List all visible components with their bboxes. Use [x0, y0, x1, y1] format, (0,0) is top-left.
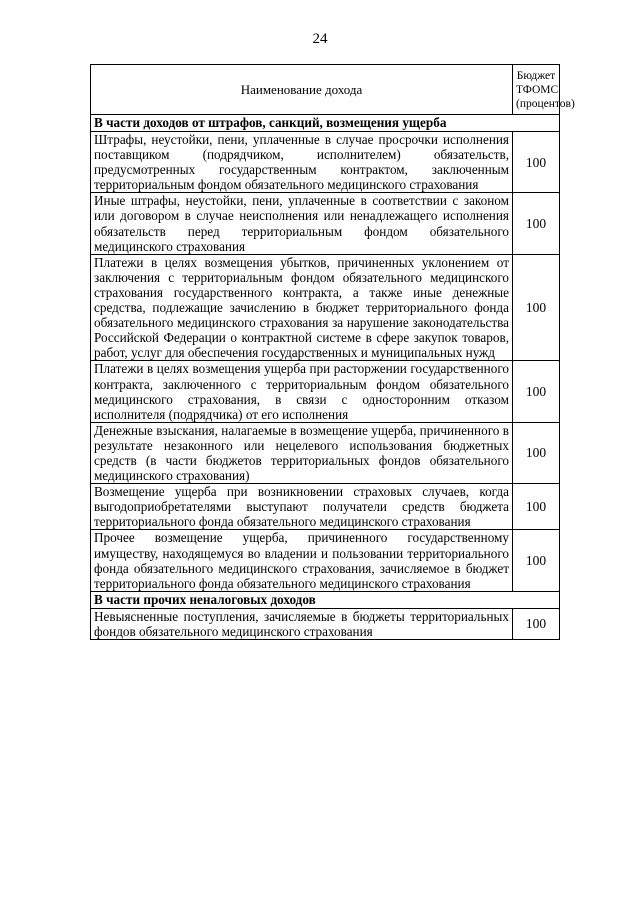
income-description: Платежи в целях возмещения ущерба при расторжении государственного контракта, заключенного с территориальным фондом обязательного медицинского страхования, в связи с односторонним отказом исполнителя (подрядчика) от его исполнения	[91, 361, 513, 422]
income-description: Возмещение ущерба при возникновении страховых случаев, когда выгодоприобретателями выступают получатели средств бюджета территориального фонда обязательного медицинского страхования	[91, 484, 513, 530]
budget-percent: 100	[513, 608, 560, 639]
section-row	[91, 591, 560, 608]
income-table	[90, 64, 575, 640]
income-description: Прочее возмещение ущерба, причиненного государственному имуществу, находящемуся во владении и пользовании территориального фонда обязательного медицинского страхования, зачисляемое в бюджет территориального фонда обязательного медицинского страхования	[91, 530, 513, 591]
income-description: Иные штрафы, неустойки, пени, уплаченные в соответствии с законом или договором в случае неисполнения или ненадлежащего исполнения обязательств перед территориальным фондом обязательного медицинского страхования	[91, 193, 513, 254]
budget-percent: 100	[513, 132, 560, 193]
table-row	[91, 484, 560, 530]
column-header-budget-percent: Бюджет ТФОМС (процентов)	[513, 65, 560, 115]
budget-percent: 100	[513, 422, 560, 483]
budget-percent: 100	[513, 193, 560, 254]
table-row	[91, 361, 560, 422]
income-description: Денежные взыскания, налагаемые в возмещение ущерба, причиненного в результате незаконного или нецелевого использования бюджетных средств (в части бюджетов территориальных фондов обязательного медицинского страхования)	[91, 422, 513, 483]
income-description: Штрафы, неустойки, пени, уплаченные в случае просрочки исполнения поставщиком (подрядчиком, исполнителем) обязательств, предусмотренных государственным контрактом, заключенным территориальным фондом обязательного медицинского страхования	[91, 132, 513, 193]
budget-percent: 100	[513, 361, 560, 422]
table-row	[91, 422, 560, 483]
section-row	[91, 115, 560, 132]
section-title: В части прочих неналоговых доходов	[91, 591, 560, 608]
budget-percent: 100	[513, 254, 560, 361]
column-header-income-name: Наименование дохода	[91, 65, 513, 115]
page-number: 24	[312, 31, 328, 47]
table-row	[91, 254, 560, 361]
income-description: Невыясненные поступления, зачисляемые в бюджеты территориальных фондов обязательного медицинского страхования	[91, 608, 513, 639]
table-row	[91, 530, 560, 591]
table-row	[91, 608, 560, 639]
table-row	[91, 132, 560, 193]
income-description: Платежи в целях возмещения убытков, причиненных уклонением от заключения с территориальным фондом обязательного медицинского страхования государственного контракта, а также иные денежные средства, подлежащие зачислению в бюджет территориального фонда обязательного медицинского страхования за нарушение законодательства Российской Федерации о контрактной системе в сфере закупок товаров, работ, услуг для обеспечения государственных и муниципальных нужд	[91, 254, 513, 361]
budget-percent: 100	[513, 530, 560, 591]
table-header-row	[91, 65, 560, 115]
table-row	[91, 193, 560, 254]
budget-percent: 100	[513, 484, 560, 530]
section-title: В части доходов от штрафов, санкций, возмещения ущерба	[91, 115, 560, 132]
